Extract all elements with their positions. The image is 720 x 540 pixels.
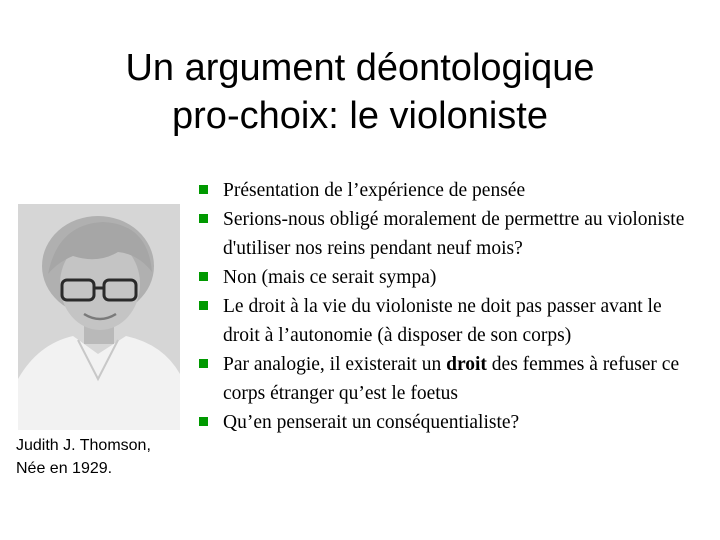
- bullet-item: [198, 263, 698, 292]
- slide-title: [40, 44, 680, 140]
- bullet-item: [198, 350, 698, 408]
- photo-caption: [16, 434, 151, 480]
- bullet-list: [198, 176, 698, 437]
- caption-name: Judith J. Thomson,: [16, 437, 151, 454]
- bullet-text-after: des femmes à refuser ce corps étranger qu’est le foetus: [223, 354, 680, 404]
- bullet-item: [198, 176, 698, 205]
- portrait-illustration: [18, 204, 180, 430]
- bullet-text-before: Par analogie, il existerait un: [223, 354, 447, 375]
- caption-birth: Née en 1929.: [16, 460, 113, 477]
- bullet-text: Non (mais ce serait sympa): [223, 267, 437, 288]
- bullet-text: Le droit à la vie du violoniste ne doit pas passer avant le droit à l’autonomie (à disposer de son corps): [223, 296, 662, 346]
- bullet-item: [198, 408, 698, 437]
- bullet-item: [198, 205, 698, 263]
- title-line-1: Un argument déontologique: [125, 47, 595, 89]
- title-line-2: pro-choix: le violoniste: [172, 95, 548, 137]
- bullet-text: Présentation de l’expérience de pensée: [223, 180, 526, 201]
- bullet-text: Qu’en penserait un conséquentialiste?: [223, 412, 520, 433]
- bullet-bold-word: droit: [446, 354, 487, 375]
- bullet-item: [198, 292, 698, 350]
- bullet-text: Serions-nous obligé moralement de permettre au violoniste d'utiliser nos reins pendant neuf mois?: [223, 209, 685, 259]
- portrait-photo: [18, 204, 180, 430]
